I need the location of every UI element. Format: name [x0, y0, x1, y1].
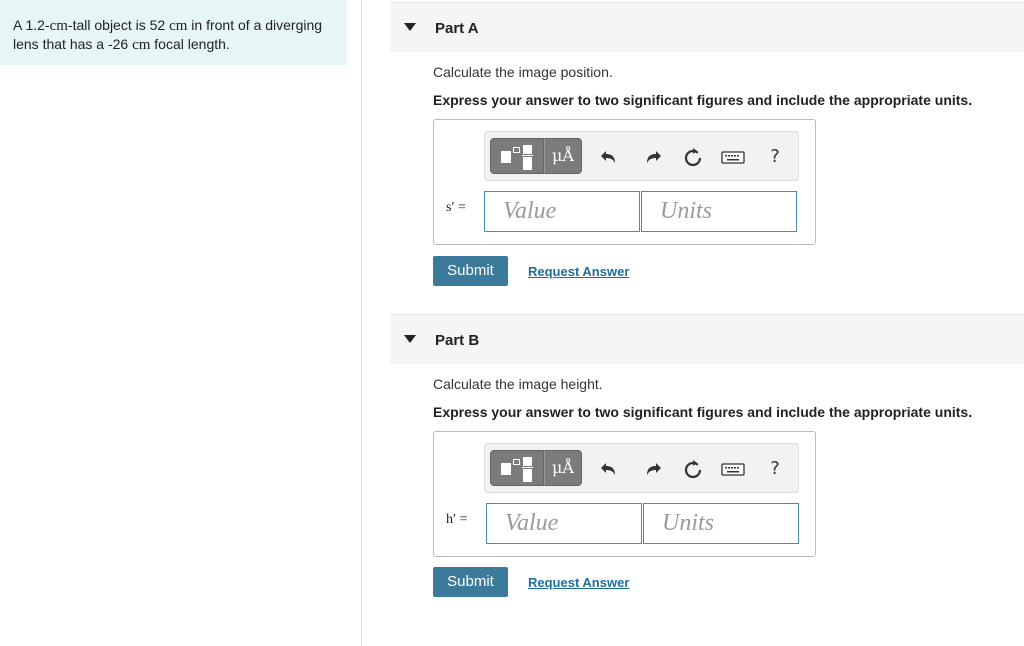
problem-text-3: in front of a diverging lens that has a -26 [13, 17, 323, 52]
redo-icon[interactable] [641, 146, 663, 168]
part-b-units-input[interactable]: Units [643, 503, 799, 544]
part-b-math-toolbar [484, 443, 799, 493]
part-a-prompt: Calculate the image position. [433, 64, 613, 80]
part-a-variable-label: s′ = [446, 200, 466, 215]
part-a-answer-box [433, 119, 816, 245]
problem-unit-3: cm [132, 37, 151, 53]
part-a-submit-button[interactable]: Submit [433, 256, 508, 286]
problem-text-4: focal length. [150, 36, 230, 52]
keyboard-icon[interactable] [721, 146, 743, 168]
keyboard-icon[interactable] [721, 458, 743, 480]
part-b-header[interactable] [390, 314, 1024, 364]
part-a-math-toolbar [484, 131, 799, 181]
part-b-prompt: Calculate the image height. [433, 376, 603, 392]
part-b-title: Part B [435, 332, 480, 349]
help-icon[interactable]: ? [770, 458, 780, 479]
units-icon[interactable]: μÅ [544, 138, 582, 174]
part-a-header[interactable] [390, 2, 1024, 52]
part-a-value-input[interactable]: Value [484, 191, 640, 232]
part-a-instruction: Express your answer to two significant figures and include the appropriate units. [433, 92, 973, 108]
column-divider [361, 0, 362, 646]
templates-icon[interactable] [490, 138, 544, 174]
templates-icon[interactable] [490, 450, 544, 486]
problem-unit-2: cm [169, 18, 188, 34]
part-a-request-answer-link[interactable]: Request Answer [528, 264, 630, 279]
part-b-value-input[interactable]: Value [486, 503, 642, 544]
reset-icon[interactable] [682, 146, 704, 168]
help-icon[interactable]: ? [770, 146, 780, 167]
problem-statement [0, 0, 347, 65]
collapse-triangle-icon[interactable] [404, 23, 416, 31]
part-b-request-answer-link[interactable]: Request Answer [528, 575, 630, 590]
part-b-instruction: Express your answer to two significant figures and include the appropriate units. [433, 404, 973, 420]
part-a-units-input[interactable]: Units [641, 191, 797, 232]
collapse-triangle-icon[interactable] [404, 335, 416, 343]
part-b-variable-label: h′ = [446, 512, 468, 527]
part-b-submit-button[interactable]: Submit [433, 567, 508, 597]
part-b-answer-box [433, 431, 816, 557]
undo-icon[interactable] [599, 146, 621, 168]
undo-icon[interactable] [599, 458, 621, 480]
problem-text-2: -tall object is 52 [67, 17, 170, 33]
part-a-title: Part A [435, 20, 479, 37]
units-icon[interactable]: μÅ [544, 450, 582, 486]
reset-icon[interactable] [682, 458, 704, 480]
problem-unit-1: cm [49, 18, 68, 34]
redo-icon[interactable] [641, 458, 663, 480]
problem-text-1: A 1.2- [13, 17, 50, 33]
